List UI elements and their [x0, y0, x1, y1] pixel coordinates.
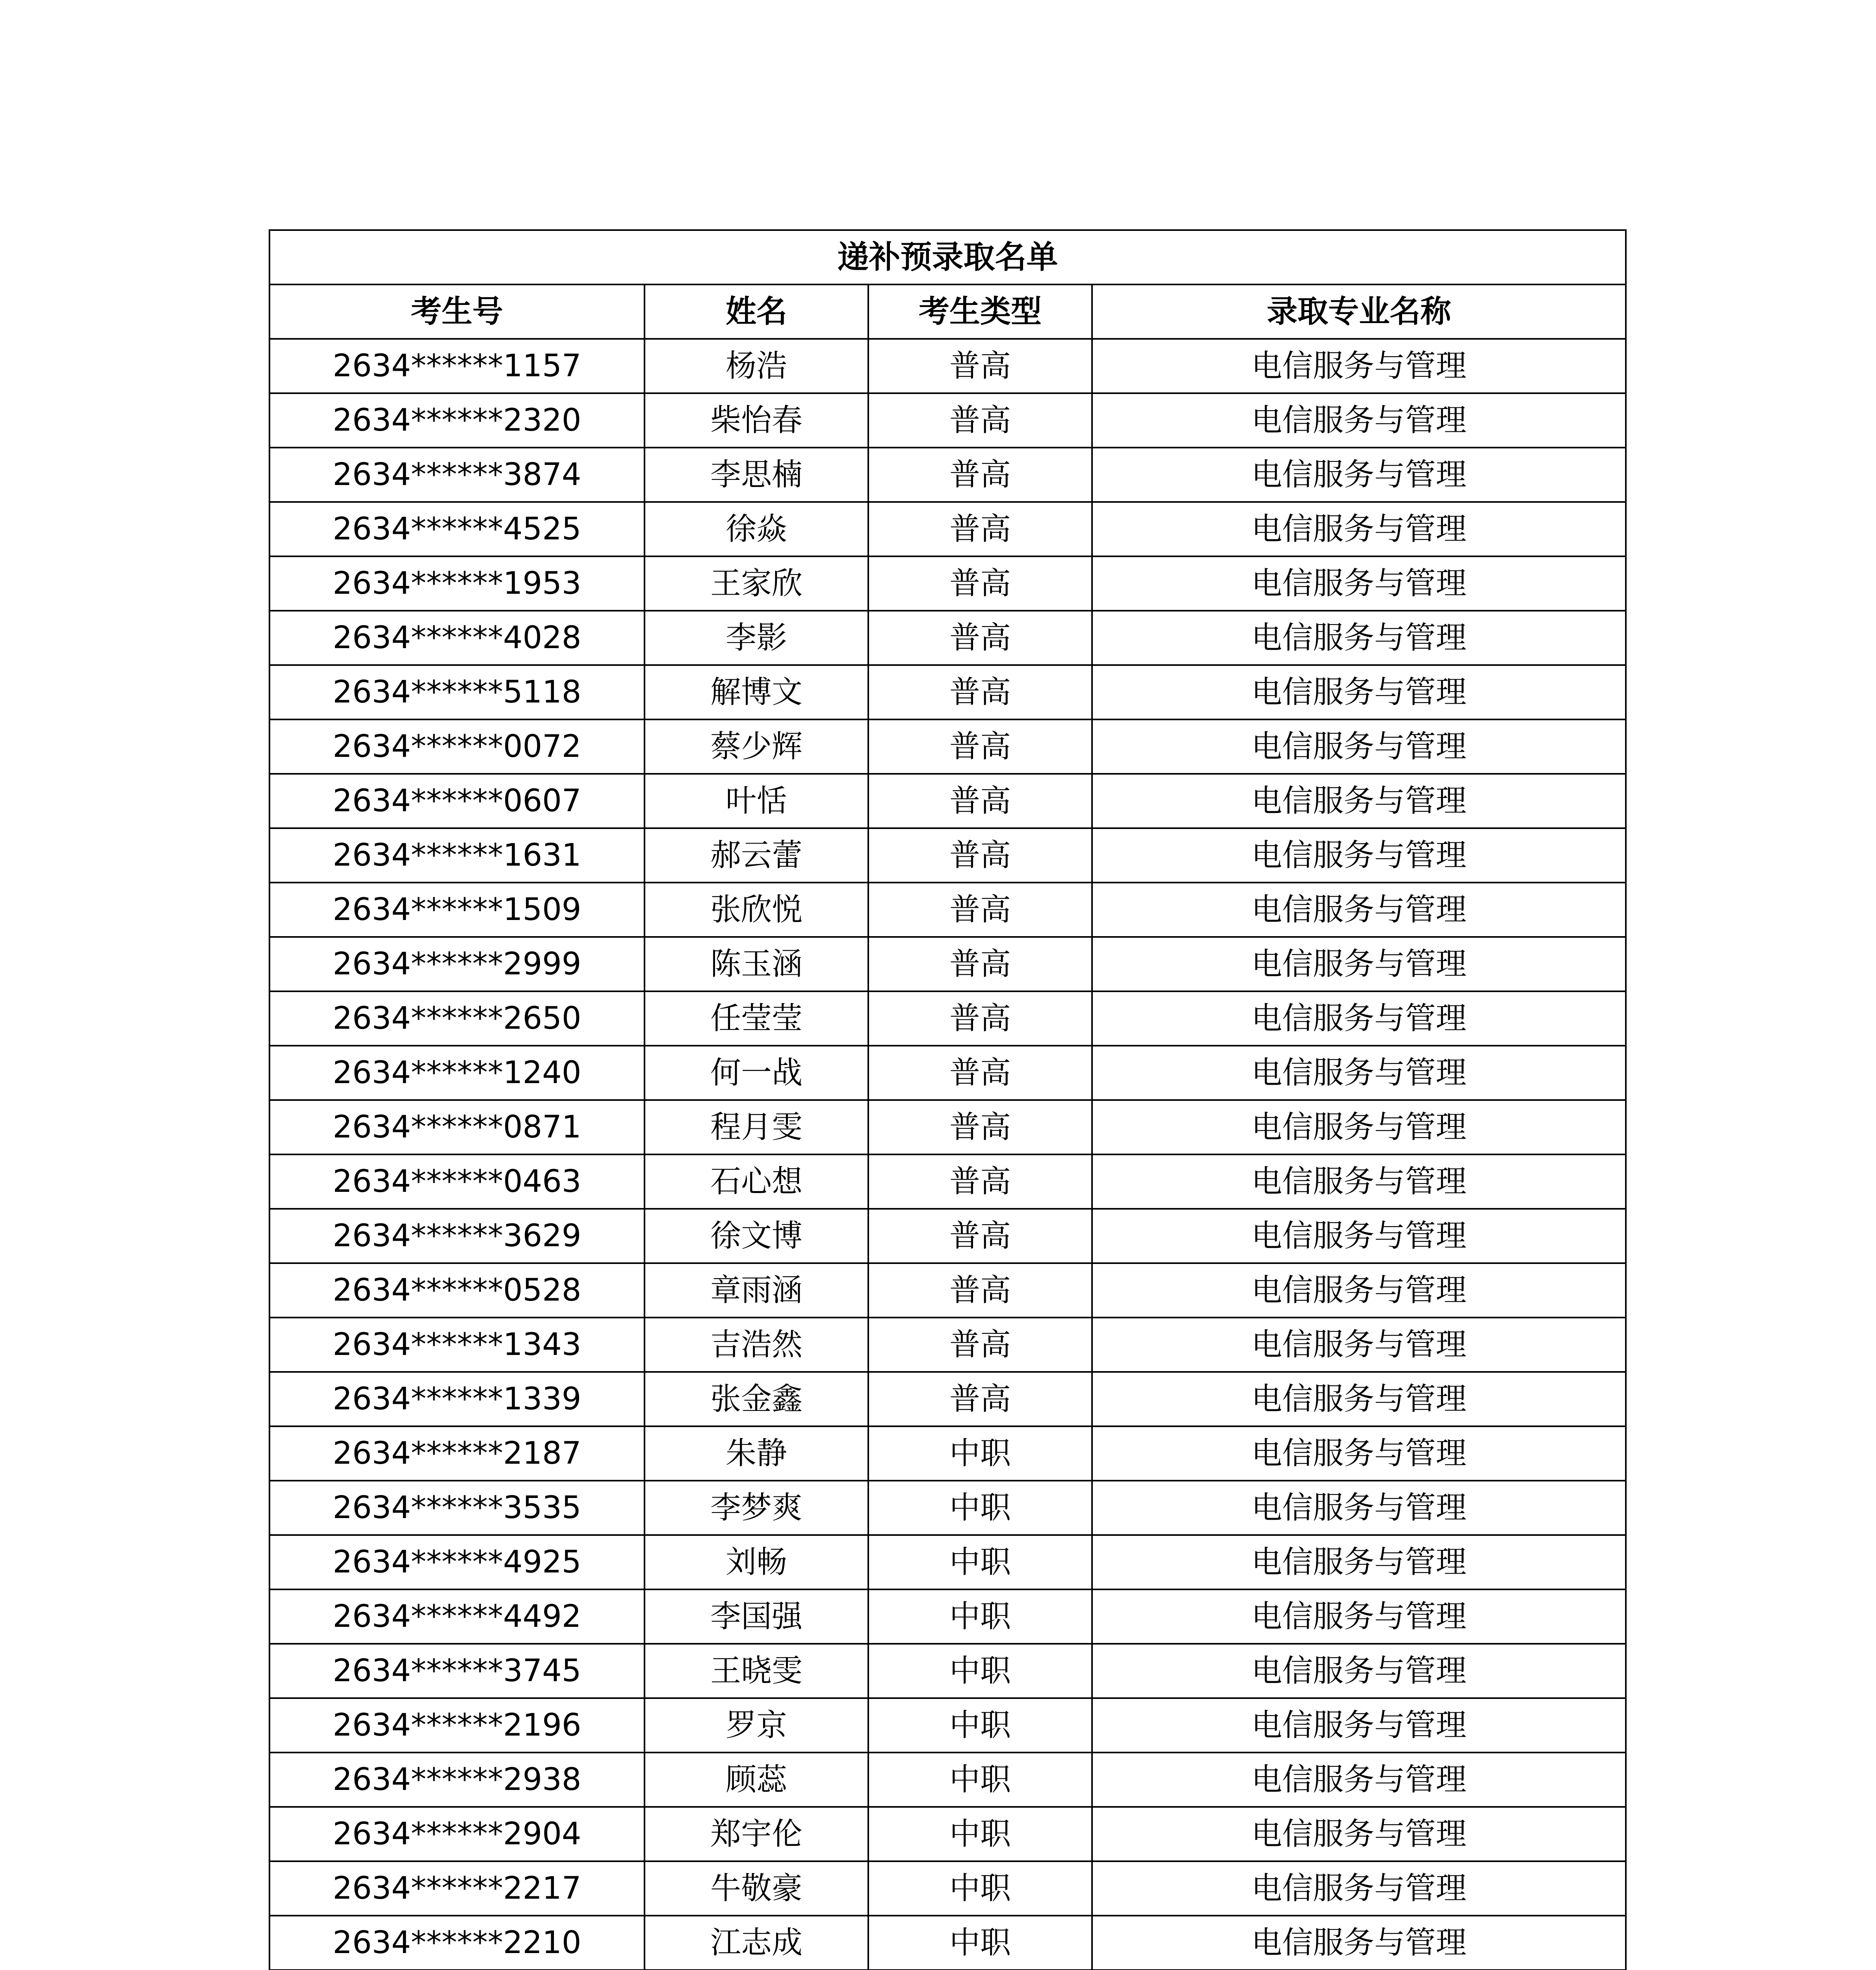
major-cell: 电信服务与管理	[1092, 774, 1626, 828]
major-cell: 电信服务与管理	[1092, 1753, 1626, 1807]
major-cell: 电信服务与管理	[1092, 393, 1626, 448]
table-row	[269, 339, 1626, 393]
major-cell: 电信服务与管理	[1092, 1100, 1626, 1154]
exam-number-cell: 2634******2938	[269, 1753, 645, 1807]
name-cell: 李思楠	[645, 448, 868, 502]
exam-number-cell: 2634******1631	[269, 828, 645, 883]
major-cell: 电信服务与管理	[1092, 1861, 1626, 1916]
candidate-type-cell: 普高	[868, 719, 1092, 774]
major-cell: 电信服务与管理	[1092, 556, 1626, 611]
table-row	[269, 611, 1626, 665]
table-row	[269, 1263, 1626, 1318]
exam-number-cell: 2634******0072	[269, 719, 645, 774]
name-cell: 徐文博	[645, 1209, 868, 1263]
exam-number-cell: 2634******2904	[269, 1807, 645, 1861]
exam-number-cell: 2634******0463	[269, 1154, 645, 1209]
major-cell: 电信服务与管理	[1092, 1426, 1626, 1481]
table-row	[269, 1426, 1626, 1481]
exam-number-cell: 2634******3629	[269, 1209, 645, 1263]
major-cell: 电信服务与管理	[1092, 1481, 1626, 1535]
candidate-type-cell: 普高	[868, 991, 1092, 1046]
exam-number-cell: 2634******2999	[269, 937, 645, 991]
major-cell: 电信服务与管理	[1092, 1209, 1626, 1263]
name-cell: 叶恬	[645, 774, 868, 828]
exam-number-cell: 2634******4028	[269, 611, 645, 665]
exam-number-cell: 2634******3874	[269, 448, 645, 502]
name-cell: 顾蕊	[645, 1753, 868, 1807]
table-row	[269, 1698, 1626, 1753]
table-row	[269, 719, 1626, 774]
table-body	[269, 339, 1626, 1970]
candidate-type-cell: 中职	[868, 1589, 1092, 1644]
exam-number-cell: 2634******2650	[269, 991, 645, 1046]
exam-number-cell: 2634******1343	[269, 1318, 645, 1372]
name-cell: 朱静	[645, 1426, 868, 1481]
candidate-type-cell: 普高	[868, 937, 1092, 991]
table-row	[269, 556, 1626, 611]
name-cell: 张金鑫	[645, 1372, 868, 1426]
table-title: 递补预录取名单	[269, 230, 1626, 284]
candidate-type-cell: 中职	[868, 1807, 1092, 1861]
exam-number-cell: 2634******0607	[269, 774, 645, 828]
name-cell: 李国强	[645, 1589, 868, 1644]
table-row	[269, 393, 1626, 448]
header-candidate-type: 考生类型	[868, 284, 1092, 339]
major-cell: 电信服务与管理	[1092, 828, 1626, 883]
header-name: 姓名	[645, 284, 868, 339]
exam-number-cell: 2634******3535	[269, 1481, 645, 1535]
exam-number-cell: 2634******2217	[269, 1861, 645, 1916]
candidate-type-cell: 中职	[868, 1861, 1092, 1916]
table-row	[269, 774, 1626, 828]
exam-number-cell: 2634******4525	[269, 502, 645, 556]
candidate-type-cell: 普高	[868, 1372, 1092, 1426]
table-row	[269, 937, 1626, 991]
major-cell: 电信服务与管理	[1092, 1372, 1626, 1426]
table-title-row	[269, 230, 1626, 284]
table-row	[269, 828, 1626, 883]
exam-number-cell: 2634******2210	[269, 1916, 645, 1970]
candidate-type-cell: 中职	[868, 1644, 1092, 1698]
major-cell: 电信服务与管理	[1092, 1263, 1626, 1318]
name-cell: 江志成	[645, 1916, 868, 1970]
name-cell: 王家欣	[645, 556, 868, 611]
exam-number-cell: 2634******0528	[269, 1263, 645, 1318]
table-row	[269, 1318, 1626, 1372]
candidate-type-cell: 中职	[868, 1753, 1092, 1807]
exam-number-cell: 2634******2187	[269, 1426, 645, 1481]
exam-number-cell: 2634******4925	[269, 1535, 645, 1589]
name-cell: 张欣悦	[645, 883, 868, 937]
major-cell: 电信服务与管理	[1092, 719, 1626, 774]
exam-number-cell: 2634******1339	[269, 1372, 645, 1426]
candidate-type-cell: 中职	[868, 1426, 1092, 1481]
exam-number-cell: 2634******2196	[269, 1698, 645, 1753]
candidate-type-cell: 普高	[868, 774, 1092, 828]
major-cell: 电信服务与管理	[1092, 1589, 1626, 1644]
table-row	[269, 1100, 1626, 1154]
exam-number-cell: 2634******1953	[269, 556, 645, 611]
major-cell: 电信服务与管理	[1092, 1916, 1626, 1970]
table-row	[269, 1916, 1626, 1970]
candidate-type-cell: 普高	[868, 502, 1092, 556]
major-cell: 电信服务与管理	[1092, 448, 1626, 502]
table-row	[269, 1154, 1626, 1209]
candidate-type-cell: 普高	[868, 339, 1092, 393]
table-row	[269, 1861, 1626, 1916]
name-cell: 郝云蕾	[645, 828, 868, 883]
name-cell: 吉浩然	[645, 1318, 868, 1372]
name-cell: 李梦爽	[645, 1481, 868, 1535]
major-cell: 电信服务与管理	[1092, 1535, 1626, 1589]
name-cell: 何一战	[645, 1046, 868, 1100]
header-exam-number: 考生号	[269, 284, 645, 339]
admission-list-table	[269, 229, 1627, 1970]
major-cell: 电信服务与管理	[1092, 883, 1626, 937]
table-row	[269, 1481, 1626, 1535]
table-row	[269, 665, 1626, 719]
candidate-type-cell: 普高	[868, 1100, 1092, 1154]
name-cell: 柴怡春	[645, 393, 868, 448]
name-cell: 杨浩	[645, 339, 868, 393]
exam-number-cell: 2634******4492	[269, 1589, 645, 1644]
admission-list-sheet	[269, 229, 1625, 1970]
name-cell: 刘畅	[645, 1535, 868, 1589]
candidate-type-cell: 普高	[868, 883, 1092, 937]
candidate-type-cell: 普高	[868, 611, 1092, 665]
candidate-type-cell: 普高	[868, 665, 1092, 719]
candidate-type-cell: 普高	[868, 1046, 1092, 1100]
major-cell: 电信服务与管理	[1092, 665, 1626, 719]
name-cell: 蔡少辉	[645, 719, 868, 774]
candidate-type-cell: 中职	[868, 1535, 1092, 1589]
name-cell: 牛敬豪	[645, 1861, 868, 1916]
candidate-type-cell: 普高	[868, 1154, 1092, 1209]
table-row	[269, 1209, 1626, 1263]
table-row	[269, 1372, 1626, 1426]
major-cell: 电信服务与管理	[1092, 1807, 1626, 1861]
candidate-type-cell: 普高	[868, 556, 1092, 611]
candidate-type-cell: 普高	[868, 393, 1092, 448]
major-cell: 电信服务与管理	[1092, 1046, 1626, 1100]
candidate-type-cell: 中职	[868, 1698, 1092, 1753]
major-cell: 电信服务与管理	[1092, 611, 1626, 665]
table-row	[269, 991, 1626, 1046]
major-cell: 电信服务与管理	[1092, 1644, 1626, 1698]
exam-number-cell: 2634******3745	[269, 1644, 645, 1698]
table-row	[269, 502, 1626, 556]
exam-number-cell: 2634******1157	[269, 339, 645, 393]
major-cell: 电信服务与管理	[1092, 1154, 1626, 1209]
major-cell: 电信服务与管理	[1092, 1698, 1626, 1753]
table-row	[269, 1753, 1626, 1807]
major-cell: 电信服务与管理	[1092, 937, 1626, 991]
name-cell: 李影	[645, 611, 868, 665]
table-row	[269, 1535, 1626, 1589]
name-cell: 任莹莹	[645, 991, 868, 1046]
table-row	[269, 1046, 1626, 1100]
name-cell: 陈玉涵	[645, 937, 868, 991]
exam-number-cell: 2634******1509	[269, 883, 645, 937]
major-cell: 电信服务与管理	[1092, 502, 1626, 556]
candidate-type-cell: 中职	[868, 1916, 1092, 1970]
header-major: 录取专业名称	[1092, 284, 1626, 339]
table-row	[269, 1644, 1626, 1698]
candidate-type-cell: 普高	[868, 448, 1092, 502]
name-cell: 郑宇伦	[645, 1807, 868, 1861]
major-cell: 电信服务与管理	[1092, 339, 1626, 393]
major-cell: 电信服务与管理	[1092, 1318, 1626, 1372]
name-cell: 王晓雯	[645, 1644, 868, 1698]
name-cell: 解博文	[645, 665, 868, 719]
exam-number-cell: 2634******0871	[269, 1100, 645, 1154]
table-row	[269, 1589, 1626, 1644]
table-header-row	[269, 284, 1626, 339]
candidate-type-cell: 普高	[868, 1318, 1092, 1372]
exam-number-cell: 2634******1240	[269, 1046, 645, 1100]
table-row	[269, 883, 1626, 937]
name-cell: 程月雯	[645, 1100, 868, 1154]
table-row	[269, 448, 1626, 502]
exam-number-cell: 2634******5118	[269, 665, 645, 719]
candidate-type-cell: 普高	[868, 828, 1092, 883]
candidate-type-cell: 普高	[868, 1209, 1092, 1263]
candidate-type-cell: 普高	[868, 1263, 1092, 1318]
exam-number-cell: 2634******2320	[269, 393, 645, 448]
candidate-type-cell: 中职	[868, 1481, 1092, 1535]
table-row	[269, 1807, 1626, 1861]
name-cell: 石心想	[645, 1154, 868, 1209]
name-cell: 罗京	[645, 1698, 868, 1753]
major-cell: 电信服务与管理	[1092, 991, 1626, 1046]
name-cell: 章雨涵	[645, 1263, 868, 1318]
name-cell: 徐焱	[645, 502, 868, 556]
